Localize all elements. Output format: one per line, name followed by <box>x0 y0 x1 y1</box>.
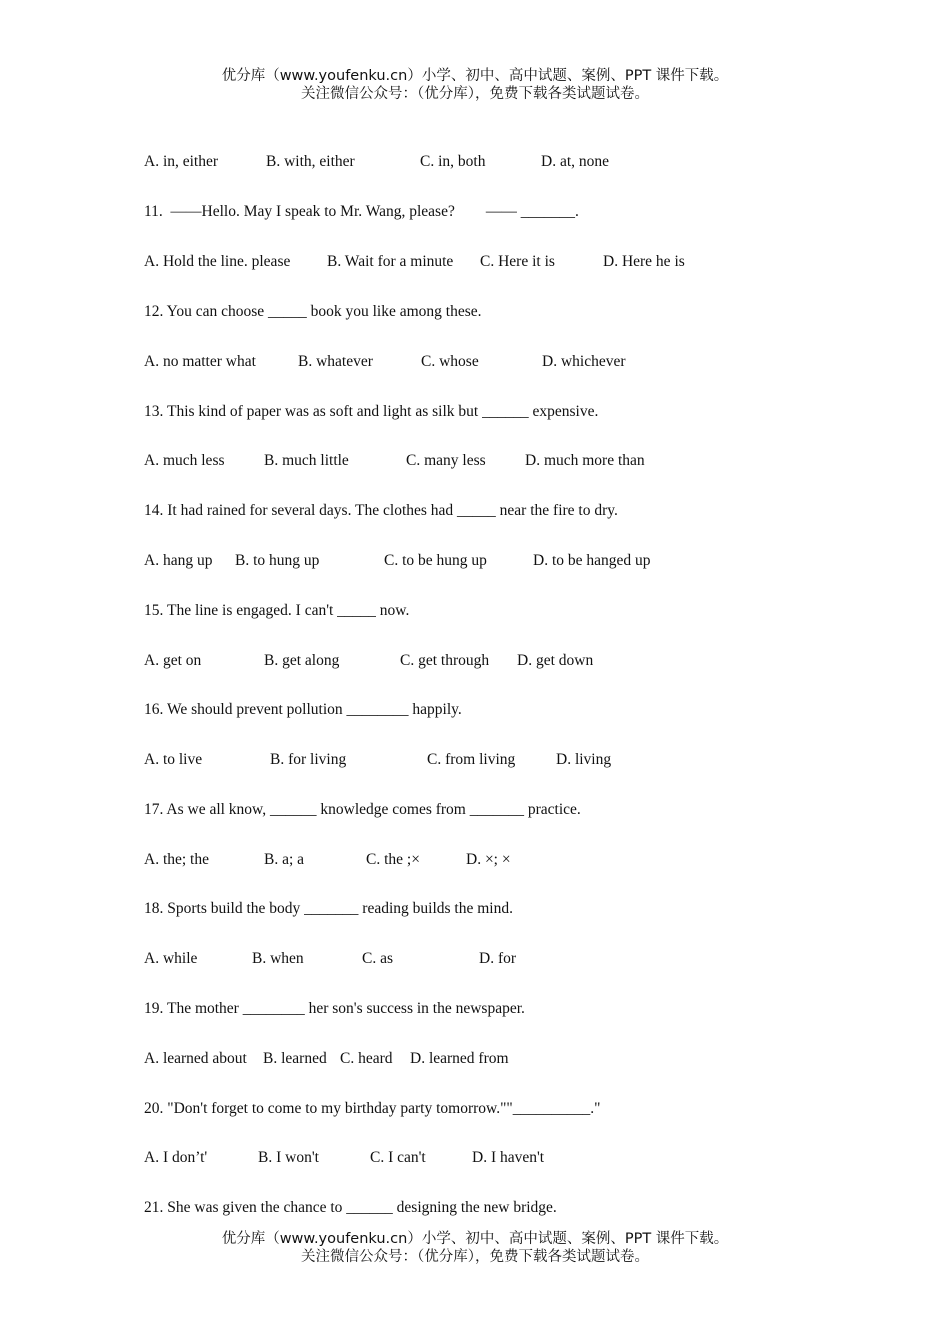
q17-stem: 17. As we all know, ______ knowledge comes from _______ practice. <box>144 801 581 818</box>
q18-option-c: C. as <box>362 950 393 967</box>
footer-line-2: 关注微信公众号：（优分库），免费下载各类试题试卷。 <box>301 1249 649 1265</box>
q19-option-d: D. learned from <box>410 1050 509 1067</box>
q20-options <box>144 1148 844 1168</box>
q18-stem: 18. Sports build the body _______ reading builds the mind. <box>144 900 513 917</box>
q20-option-c: C. I can't <box>370 1149 426 1166</box>
footer-line-1: 优分库（www.youfenku.cn）小学、初中、高中试题、案例、PPT 课件下载。 <box>221 1231 729 1247</box>
q15-option-d: D. get down <box>517 652 594 669</box>
q19-option-c: C. heard <box>340 1050 393 1067</box>
q18-option-d: D. for <box>479 950 517 967</box>
q19-stem: 19. The mother ________ her son's success in the newspaper. <box>144 1000 525 1017</box>
q19-option-a: A. learned about <box>144 1050 247 1067</box>
q11-option-c: C. Here it is <box>480 253 555 270</box>
q13-option-a: A. much less <box>144 452 225 469</box>
q14-option-d: D. to be hanged up <box>533 552 651 569</box>
q12-options <box>144 352 844 372</box>
q20-option-a: A. I don’t' <box>144 1149 208 1166</box>
q10-options <box>144 152 844 172</box>
q20-option-b: B. I won't <box>258 1149 319 1166</box>
q11-option-a: A. Hold the line. please <box>144 253 291 270</box>
q11-stem: 11. ——Hello. May I speak to Mr. Wang, please? —— _______. <box>144 203 579 220</box>
q12-option-b: B. whatever <box>298 353 373 370</box>
q16-options <box>144 750 844 770</box>
q18-option-b: B. when <box>252 950 304 967</box>
q12-option-c: C. whose <box>421 353 479 370</box>
q15-options <box>144 651 844 671</box>
q14-stem: 14. It had rained for several days. The clothes had _____ near the fire to dry. <box>144 502 618 519</box>
q11-options <box>144 252 844 272</box>
q10-option-c: C. in, both <box>420 153 486 170</box>
q15-stem: 15. The line is engaged. I can't _____ now. <box>144 602 410 619</box>
q13-option-b: B. much little <box>264 452 349 469</box>
q16-option-b: B. for living <box>270 751 347 768</box>
q20-option-d: D. I haven't <box>472 1149 545 1166</box>
q19-options <box>144 1049 844 1069</box>
q17-option-d: D. ×; × <box>466 851 511 868</box>
q12-option-d: D. whichever <box>542 353 626 370</box>
q17-option-b: B. a; a <box>264 851 305 868</box>
q18-options <box>144 949 844 969</box>
page-header <box>0 67 950 103</box>
q16-stem: 16. We should prevent pollution ________ happily. <box>144 701 462 718</box>
q15-option-c: C. get through <box>400 652 490 669</box>
q15-option-a: A. get on <box>144 652 202 669</box>
q17-option-c: C. the ;× <box>366 851 420 868</box>
q10-option-a: A. in, either <box>144 153 219 170</box>
q10-option-b: B. with, either <box>266 153 355 170</box>
q13-option-d: D. much more than <box>525 452 645 469</box>
q16-option-d: D. living <box>556 751 612 768</box>
q12-option-a: A. no matter what <box>144 353 256 370</box>
q14-options <box>144 551 844 571</box>
q21-stem: 21. She was given the chance to ______ designing the new bridge. <box>144 1199 557 1216</box>
q17-option-a: A. the; the <box>144 851 209 868</box>
q18-option-a: A. while <box>144 950 198 967</box>
q13-stem: 13. This kind of paper was as soft and light as silk but ______ expensive. <box>144 403 599 420</box>
q12-stem: 12. You can choose _____ book you like among these. <box>144 303 482 320</box>
q11-option-d: D. Here he is <box>603 253 685 270</box>
q11-option-b: B. Wait for a minute <box>327 253 454 270</box>
q19-option-b: B. learned <box>263 1050 327 1067</box>
q15-option-b: B. get along <box>264 652 340 669</box>
q17-options <box>144 850 844 870</box>
q14-option-c: C. to be hung up <box>384 552 487 569</box>
q20-stem: 20. "Don't forget to come to my birthday party tomorrow.""__________." <box>144 1100 601 1117</box>
q13-options <box>144 451 844 471</box>
q10-option-d: D. at, none <box>541 153 610 170</box>
q13-option-c: C. many less <box>406 452 486 469</box>
q16-option-c: C. from living <box>427 751 516 768</box>
header-line-2: 关注微信公众号：（优分库），免费下载各类试题试卷。 <box>301 86 649 102</box>
page-footer <box>0 1230 950 1266</box>
q14-option-b: B. to hung up <box>235 552 320 569</box>
header-line-1: 优分库（www.youfenku.cn）小学、初中、高中试题、案例、PPT 课件下载。 <box>221 68 729 84</box>
q14-option-a: A. hang up <box>144 552 213 569</box>
q16-option-a: A. to live <box>144 751 203 768</box>
